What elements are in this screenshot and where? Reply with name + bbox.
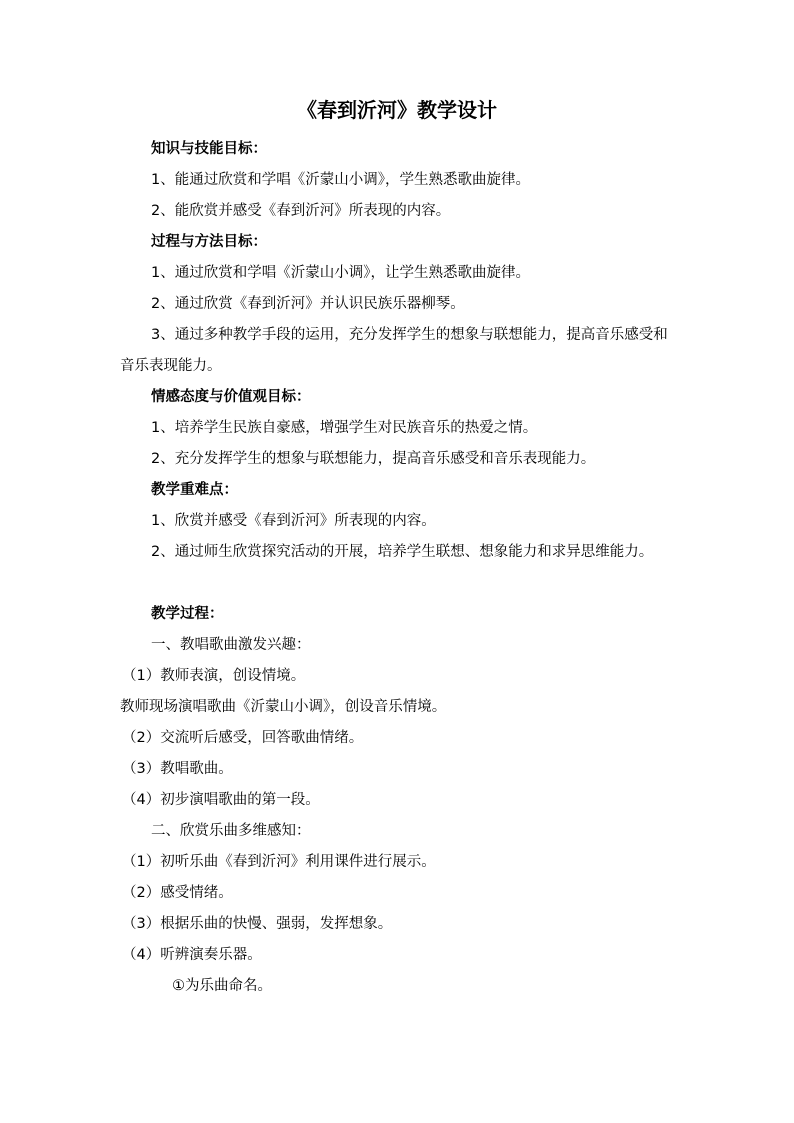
section-heading-emotion-values: 情感态度与价值观目标： — [151, 389, 311, 405]
list-item: ①为乐曲命名。 — [172, 978, 272, 994]
section-heading-knowledge-skills: 知识与技能目标： — [151, 141, 267, 157]
section-heading-process-methods: 过程与方法目标： — [151, 234, 267, 250]
paragraph: 1、通过欣赏和学唱《沂蒙山小调》，让学生熟悉歌曲旋律。 — [151, 265, 530, 281]
paragraph: 2、充分发挥学生的想象与联想能力，提高音乐感受和音乐表现能力。 — [151, 451, 596, 467]
section-heading-key-difficult-points: 教学重难点： — [151, 482, 238, 498]
paragraph: 3、通过多种教学手段的运用，充分发挥学生的想象与联想能力，提高音乐感受和音乐表现能力。 — [120, 327, 668, 374]
subsection-heading: 一、教唱歌曲激发兴趣： — [151, 637, 311, 653]
list-item: （4）初步演唱歌曲的第一段。 — [122, 792, 320, 808]
paragraph: 2、通过欣赏《春到沂河》并认识民族乐器柳琴。 — [151, 296, 465, 312]
subsection-heading: 二、欣赏乐曲多维感知： — [151, 823, 311, 839]
paragraph: 1、培养学生民族自豪感，增强学生对民族音乐的热爱之情。 — [151, 420, 538, 436]
list-item: （2）感受情绪。 — [122, 885, 233, 901]
list-item: （3）根据乐曲的快慢、强弱，发挥想象。 — [122, 916, 393, 932]
list-item: （3）教唱歌曲。 — [122, 761, 233, 777]
paragraph: 教师现场演唱歌曲《沂蒙山小调》，创设音乐情境。 — [120, 699, 447, 715]
paragraph: 2、能欣赏并感受《春到沂河》所表现的内容。 — [151, 203, 451, 219]
paragraph: 2、通过师生欣赏探究活动的开展，培养学生联想、想象能力和求异思维能力。 — [151, 544, 654, 560]
paragraph: 1、欣赏并感受《春到沂河》所表现的内容。 — [151, 513, 436, 529]
document-title: 《春到沂河》教学设计 — [297, 98, 497, 122]
section-heading-teaching-process: 教学过程： — [151, 606, 224, 622]
list-item: （1）初听乐曲《春到沂河》利用课件进行展示。 — [122, 854, 436, 870]
list-item: （4）听辨演奏乐器。 — [122, 947, 262, 963]
paragraph: 1、能通过欣赏和学唱《沂蒙山小调》，学生熟悉歌曲旋律。 — [151, 172, 530, 188]
list-item: （1）教师表演，创设情境。 — [122, 668, 306, 684]
list-item: （2）交流听后感受，回答歌曲情绪。 — [122, 730, 364, 746]
